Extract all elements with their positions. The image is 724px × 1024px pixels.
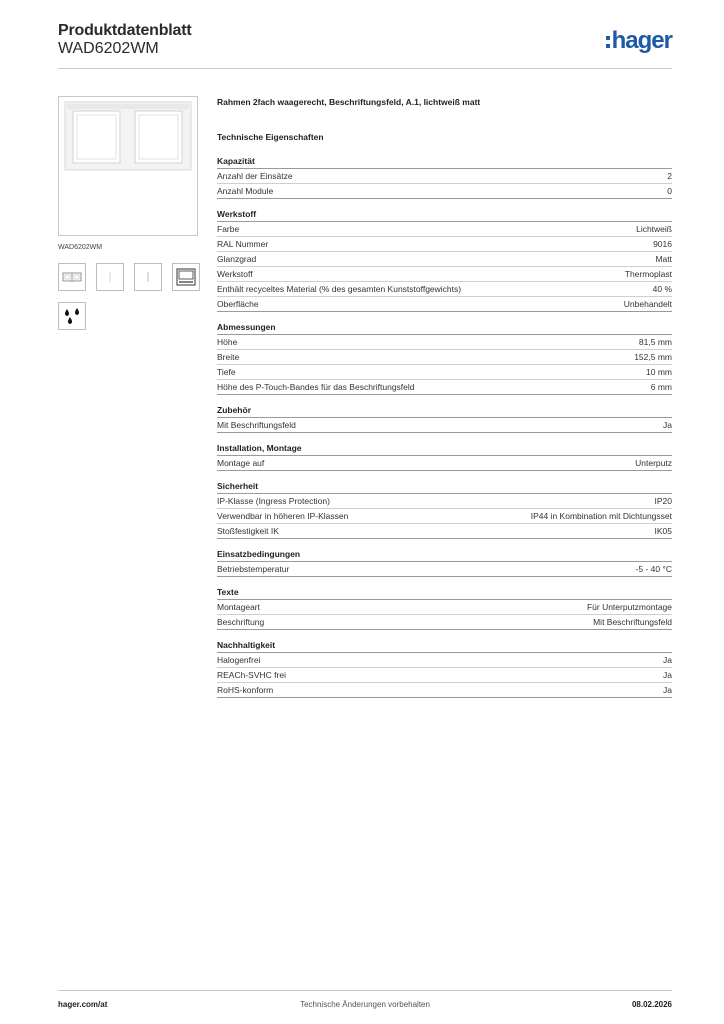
water-drops-icon bbox=[59, 303, 85, 329]
section bbox=[217, 639, 672, 698]
section bbox=[217, 155, 672, 199]
technical-drawing-icon bbox=[173, 264, 199, 290]
property-label: Mit Beschriftungsfeld bbox=[217, 420, 296, 430]
property-row bbox=[217, 600, 672, 615]
footer-disclaimer: Technische Änderungen vorbehalten bbox=[300, 1000, 430, 1009]
logo-dots-icon bbox=[606, 33, 610, 49]
page-header bbox=[58, 22, 672, 69]
image-caption: WAD6202WM bbox=[58, 244, 103, 251]
property-row bbox=[217, 252, 672, 267]
property-label: Oberfläche bbox=[217, 299, 259, 309]
property-row bbox=[217, 615, 672, 630]
property-value: 40 % bbox=[652, 284, 672, 294]
thumbnail-edge[interactable] bbox=[134, 263, 162, 291]
ip44-symbol bbox=[58, 302, 86, 330]
property-label: Betriebstemperatur bbox=[217, 564, 290, 574]
property-value: Lichtweiß bbox=[636, 224, 672, 234]
thumbnail-drawing[interactable] bbox=[172, 263, 200, 291]
property-label: Glanzgrad bbox=[217, 254, 257, 264]
frame-side-icon bbox=[97, 264, 123, 290]
frame-front-icon bbox=[59, 264, 85, 290]
property-label: RoHS-konform bbox=[217, 685, 274, 695]
property-label: Farbe bbox=[217, 224, 240, 234]
section-title: Installation, Montage bbox=[217, 442, 672, 456]
section bbox=[217, 404, 672, 433]
property-sections bbox=[217, 155, 672, 698]
property-row bbox=[217, 365, 672, 380]
thumbnail-side[interactable] bbox=[96, 263, 124, 291]
property-value: 0 bbox=[667, 186, 672, 196]
property-row bbox=[217, 418, 672, 433]
property-row bbox=[217, 668, 672, 683]
property-row bbox=[217, 524, 672, 539]
section bbox=[217, 548, 672, 577]
property-value: Ja bbox=[663, 685, 672, 695]
document-title: Produktdatenblatt bbox=[58, 22, 192, 39]
property-label: Enthält recyceltes Material (% des gesamten Kunststoffgewichts) bbox=[217, 284, 462, 294]
property-label: IP-Klasse (Ingress Protection) bbox=[217, 496, 330, 506]
property-value: IK05 bbox=[654, 526, 672, 536]
logo-text: hager bbox=[611, 27, 672, 54]
property-value: 10 mm bbox=[646, 367, 672, 377]
thumbnail-front[interactable] bbox=[58, 263, 86, 291]
property-label: Anzahl Module bbox=[217, 186, 274, 196]
section-title: Kapazität bbox=[217, 155, 672, 169]
property-value: Matt bbox=[655, 254, 672, 264]
property-row bbox=[217, 509, 672, 524]
section-title: Texte bbox=[217, 586, 672, 600]
section-title: Zubehör bbox=[217, 404, 672, 418]
property-label: RAL Nummer bbox=[217, 239, 269, 249]
property-value: 2 bbox=[667, 171, 672, 181]
property-label: Verwendbar in höheren IP-Klassen bbox=[217, 511, 349, 521]
product-description: Rahmen 2fach waagerecht, Beschriftungsfeld, A.1, lichtweiß matt bbox=[217, 97, 481, 107]
property-row bbox=[217, 169, 672, 184]
section-title: Abmessungen bbox=[217, 321, 672, 335]
property-value: IP44 in Kombination mit Dichtungsset bbox=[530, 511, 672, 521]
property-row bbox=[217, 494, 672, 509]
property-row bbox=[217, 184, 672, 199]
property-value: 152,5 mm bbox=[634, 352, 672, 362]
property-row bbox=[217, 222, 672, 237]
section-title: Werkstoff bbox=[217, 208, 672, 222]
property-row bbox=[217, 267, 672, 282]
property-label: Breite bbox=[217, 352, 240, 362]
property-value: Unterputz bbox=[635, 458, 672, 468]
product-details bbox=[217, 95, 672, 707]
property-row bbox=[217, 380, 672, 395]
property-label: Höhe bbox=[217, 337, 238, 347]
property-row bbox=[217, 562, 672, 577]
footer-website[interactable]: hager.com/at bbox=[58, 1000, 108, 1009]
section bbox=[217, 442, 672, 471]
section bbox=[217, 208, 672, 312]
document-subtitle: WAD6202WM bbox=[58, 40, 159, 57]
property-value: Mit Beschriftungsfeld bbox=[593, 617, 672, 627]
page-footer bbox=[58, 990, 672, 1019]
section bbox=[217, 586, 672, 630]
section bbox=[217, 480, 672, 539]
footer-date: 08.02.2026 bbox=[631, 1000, 672, 1009]
property-label: Montage auf bbox=[217, 458, 265, 468]
property-row bbox=[217, 350, 672, 365]
property-value: Für Unterputzmontage bbox=[586, 602, 672, 612]
technical-properties-title: Technische Eigenschaften bbox=[217, 132, 324, 142]
property-value: -5 - 40 °C bbox=[635, 564, 672, 574]
property-value: 81,5 mm bbox=[638, 337, 672, 347]
property-row bbox=[217, 335, 672, 350]
hager-logo bbox=[606, 27, 672, 55]
property-label: Montageart bbox=[217, 602, 260, 612]
section bbox=[217, 321, 672, 395]
property-value: Ja bbox=[663, 670, 672, 680]
property-row bbox=[217, 282, 672, 297]
frame-2gang-image bbox=[59, 97, 197, 235]
property-row bbox=[217, 456, 672, 471]
property-value: IP20 bbox=[654, 496, 672, 506]
property-row bbox=[217, 237, 672, 252]
property-row bbox=[217, 653, 672, 668]
section-title: Einsatzbedingungen bbox=[217, 548, 672, 562]
property-label: Anzahl der Einsätze bbox=[217, 171, 293, 181]
property-label: Halogenfrei bbox=[217, 655, 261, 665]
section-title: Nachhaltigkeit bbox=[217, 639, 672, 653]
property-label: Tiefe bbox=[217, 367, 236, 377]
frame-edge-icon bbox=[135, 264, 161, 290]
section-title: Sicherheit bbox=[217, 480, 672, 494]
property-value: 6 mm bbox=[650, 382, 672, 392]
property-row bbox=[217, 683, 672, 698]
property-value: Unbehandelt bbox=[623, 299, 672, 309]
property-row bbox=[217, 297, 672, 312]
property-value: Ja bbox=[663, 420, 672, 430]
property-label: Werkstoff bbox=[217, 269, 253, 279]
property-label: Höhe des P-Touch-Bandes für das Beschriftungsfeld bbox=[217, 382, 415, 392]
property-label: REACh-SVHC frei bbox=[217, 670, 286, 680]
property-label: Beschriftung bbox=[217, 617, 265, 627]
property-value: Ja bbox=[663, 655, 672, 665]
property-value: 9016 bbox=[653, 239, 672, 249]
product-image bbox=[58, 96, 198, 236]
property-label: Stoßfestigkeit IK bbox=[217, 526, 279, 536]
property-value: Thermoplast bbox=[624, 269, 672, 279]
